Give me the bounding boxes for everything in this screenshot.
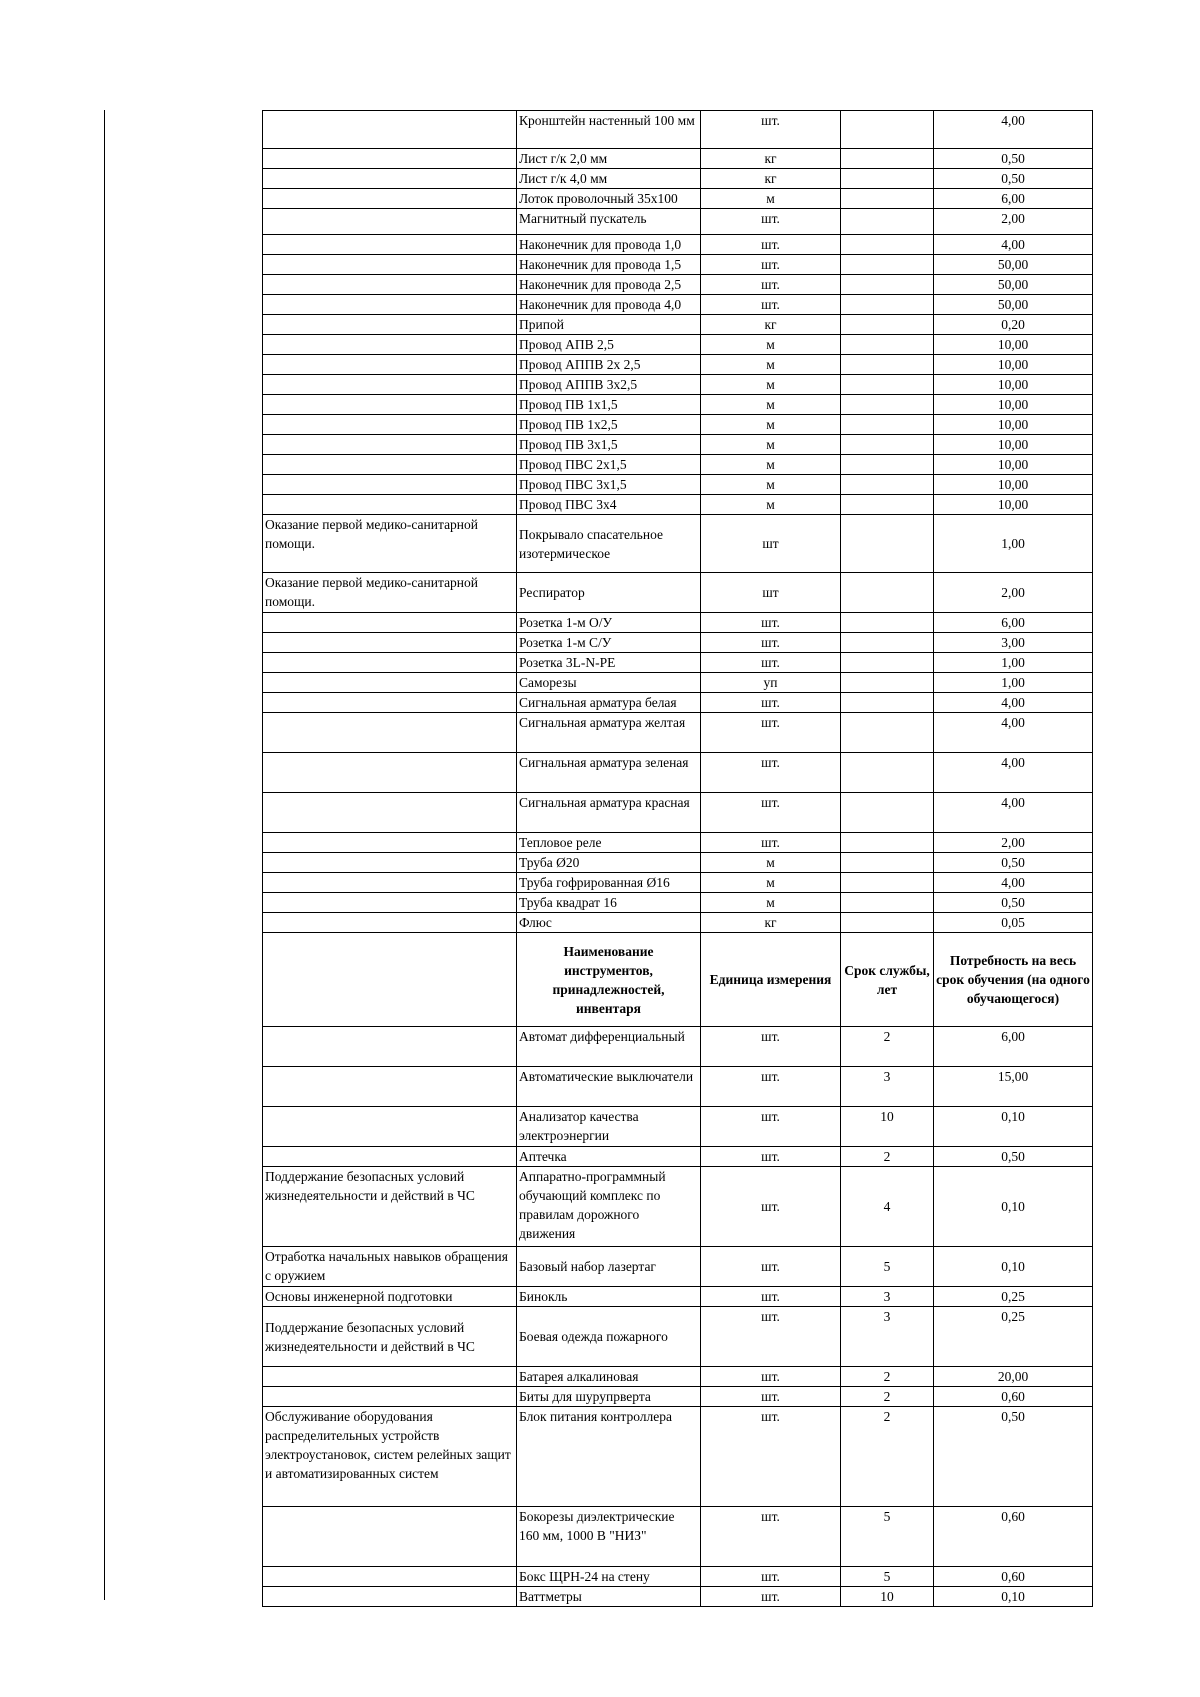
unit-cell: кг (701, 169, 841, 189)
name-cell: Наконечник для провода 1,0 (517, 235, 701, 255)
unit-cell: шт. (701, 693, 841, 713)
unit-cell: м (701, 435, 841, 455)
unit-cell: кг (701, 149, 841, 169)
section-cell (263, 873, 517, 893)
qty-cell: 0,60 (934, 1387, 1093, 1407)
section-cell (263, 235, 517, 255)
unit-cell: м (701, 873, 841, 893)
life-cell (841, 653, 934, 673)
unit-cell: шт. (701, 111, 841, 149)
qty-cell: 10,00 (934, 435, 1093, 455)
unit-cell: шт. (701, 209, 841, 235)
qty-cell: 50,00 (934, 275, 1093, 295)
section-cell: Поддержание безопасных условий жизнедеятельности и действий в ЧС (263, 1167, 517, 1247)
section-cell (263, 1147, 517, 1167)
material-row (263, 753, 1093, 793)
name-cell: Провод АППВ 2х 2,5 (517, 355, 701, 375)
section-cell (263, 1107, 517, 1147)
name-cell: Наконечник для провода 4,0 (517, 295, 701, 315)
qty-cell: 0,20 (934, 315, 1093, 335)
life-cell (841, 149, 934, 169)
unit-cell: шт. (701, 833, 841, 853)
section-cell (263, 475, 517, 495)
life-cell: 5 (841, 1507, 934, 1567)
material-row (263, 713, 1093, 753)
qty-cell: 6,00 (934, 1027, 1093, 1067)
qty-cell: 3,00 (934, 633, 1093, 653)
material-row (263, 673, 1093, 693)
material-row (263, 169, 1093, 189)
life-cell (841, 395, 934, 415)
material-row (263, 573, 1093, 613)
material-row (263, 515, 1093, 573)
name-cell: Розетка 3L-N-PE (517, 653, 701, 673)
section-cell (263, 395, 517, 415)
life-cell (841, 235, 934, 255)
header-life-cell: Срок службы, лет (841, 933, 934, 1027)
qty-cell: 0,60 (934, 1507, 1093, 1567)
name-cell: Розетка 1-м С/У (517, 633, 701, 653)
tool-row (263, 1067, 1093, 1107)
unit-cell: м (701, 893, 841, 913)
header-unit-cell: Единица измерения (701, 933, 841, 1027)
name-cell: Сигнальная арматура красная (517, 793, 701, 833)
qty-cell: 6,00 (934, 189, 1093, 209)
life-cell (841, 853, 934, 873)
life-cell (841, 189, 934, 209)
name-cell: Провод АППВ 3х2,5 (517, 375, 701, 395)
section-cell (263, 833, 517, 853)
qty-cell: 10,00 (934, 455, 1093, 475)
qty-cell: 1,00 (934, 515, 1093, 573)
qty-cell: 0,05 (934, 913, 1093, 933)
life-cell: 2 (841, 1027, 934, 1067)
life-cell (841, 435, 934, 455)
material-row (263, 613, 1093, 633)
section-cell (263, 111, 517, 149)
section-cell (263, 495, 517, 515)
qty-cell: 0,50 (934, 1147, 1093, 1167)
name-cell: Автомат дифференциальный (517, 1027, 701, 1067)
tool-row (263, 1247, 1093, 1287)
unit-cell: шт. (701, 275, 841, 295)
life-cell (841, 913, 934, 933)
material-row (263, 395, 1093, 415)
life-cell (841, 793, 934, 833)
life-cell (841, 315, 934, 335)
tool-row (263, 1107, 1093, 1147)
material-row (263, 355, 1093, 375)
section-cell (263, 753, 517, 793)
qty-cell: 0,50 (934, 1407, 1093, 1507)
material-row (263, 275, 1093, 295)
name-cell: Аптечка (517, 1147, 701, 1167)
unit-cell: кг (701, 315, 841, 335)
name-cell: Провод ПВ 3х1,5 (517, 435, 701, 455)
material-row (263, 455, 1093, 475)
name-cell: Респиратор (517, 573, 701, 613)
section-cell (263, 1587, 517, 1607)
qty-cell: 10,00 (934, 375, 1093, 395)
qty-cell: 10,00 (934, 335, 1093, 355)
section-cell (263, 1387, 517, 1407)
section-cell: Отработка начальных навыков обращения с оружием (263, 1247, 517, 1287)
section-cell (263, 633, 517, 653)
life-cell (841, 573, 934, 613)
name-cell: Блок питания контроллера (517, 1407, 701, 1507)
tool-row (263, 1147, 1093, 1167)
life-cell: 3 (841, 1067, 934, 1107)
material-row (263, 693, 1093, 713)
left-margin-rule (104, 110, 105, 1600)
section-cell: Основы инженерной подготовки (263, 1287, 517, 1307)
section-cell (263, 893, 517, 913)
section-cell (263, 255, 517, 275)
life-cell (841, 255, 934, 275)
material-row (263, 475, 1093, 495)
unit-cell: шт. (701, 1287, 841, 1307)
life-cell: 10 (841, 1107, 934, 1147)
unit-cell: уп (701, 673, 841, 693)
section-cell (263, 1567, 517, 1587)
name-cell: Розетка 1-м О/У (517, 613, 701, 633)
life-cell (841, 673, 934, 693)
life-cell (841, 111, 934, 149)
qty-cell: 1,00 (934, 653, 1093, 673)
qty-cell: 50,00 (934, 295, 1093, 315)
section-cell (263, 275, 517, 295)
life-cell (841, 633, 934, 653)
qty-cell: 2,00 (934, 833, 1093, 853)
name-cell: Провод ПВ 1х1,5 (517, 395, 701, 415)
unit-cell: шт. (701, 1067, 841, 1107)
material-row (263, 913, 1093, 933)
name-cell: Батарея алкалиновая (517, 1367, 701, 1387)
life-cell (841, 295, 934, 315)
unit-cell: м (701, 335, 841, 355)
header-name-cell: Наименование инструментов, принадлежностей, инвентаря (517, 933, 701, 1027)
tool-row (263, 1587, 1093, 1607)
life-cell (841, 355, 934, 375)
name-cell: Боевая одежда пожарного (517, 1307, 701, 1367)
life-cell (841, 873, 934, 893)
unit-cell: м (701, 355, 841, 375)
life-cell (841, 495, 934, 515)
unit-cell: шт. (701, 1587, 841, 1607)
life-cell (841, 475, 934, 495)
tool-row (263, 1567, 1093, 1587)
qty-cell: 10,00 (934, 475, 1093, 495)
name-cell: Ваттметры (517, 1587, 701, 1607)
life-cell (841, 455, 934, 475)
section-cell: Поддержание безопасных условий жизнедеятельности и действий в ЧС (263, 1307, 517, 1367)
section-cell (263, 793, 517, 833)
material-row (263, 435, 1093, 455)
name-cell: Аппаратно-программный обучающий комплекс по правилам дорожного движения (517, 1167, 701, 1247)
unit-cell: м (701, 395, 841, 415)
name-cell: Бинокль (517, 1287, 701, 1307)
section-cell (263, 415, 517, 435)
unit-cell: шт. (701, 653, 841, 673)
name-cell: Автоматические выключатели (517, 1067, 701, 1107)
life-cell: 3 (841, 1287, 934, 1307)
tool-row (263, 1507, 1093, 1567)
name-cell: Бокс ЩРН-24 на стену (517, 1567, 701, 1587)
unit-cell: шт. (701, 753, 841, 793)
unit-cell: кг (701, 913, 841, 933)
tool-row (263, 1407, 1093, 1507)
material-row (263, 833, 1093, 853)
life-cell: 2 (841, 1367, 934, 1387)
unit-cell: м (701, 495, 841, 515)
material-row (263, 853, 1093, 873)
unit-cell: шт. (701, 295, 841, 315)
tool-row (263, 1167, 1093, 1247)
unit-cell: м (701, 475, 841, 495)
material-row (263, 149, 1093, 169)
life-cell (841, 169, 934, 189)
life-cell: 3 (841, 1307, 934, 1367)
qty-cell: 0,10 (934, 1247, 1093, 1287)
tools-section (263, 1027, 1093, 1607)
section-cell (263, 295, 517, 315)
life-cell (841, 893, 934, 913)
section-cell (263, 673, 517, 693)
section-cell (263, 1027, 517, 1067)
life-cell (841, 713, 934, 753)
name-cell: Бокорезы диэлектрические 160 мм, 1000 В "НИЗ" (517, 1507, 701, 1567)
qty-cell: 20,00 (934, 1367, 1093, 1387)
section-cell (263, 1067, 517, 1107)
life-cell: 5 (841, 1247, 934, 1287)
material-row (263, 375, 1093, 395)
qty-cell: 15,00 (934, 1067, 1093, 1107)
section-cell (263, 315, 517, 335)
section-cell (263, 189, 517, 209)
section-cell: Оказание первой медико-санитарной помощи. (263, 515, 517, 573)
qty-cell: 4,00 (934, 753, 1093, 793)
tool-row (263, 1307, 1093, 1367)
header-qty-cell: Потребность на весь срок обучения (на одного обучающегося) (934, 933, 1093, 1027)
life-cell: 10 (841, 1587, 934, 1607)
qty-cell: 0,60 (934, 1567, 1093, 1587)
material-row (263, 111, 1093, 149)
life-cell (841, 693, 934, 713)
name-cell: Покрывало спасательное изотермическое (517, 515, 701, 573)
material-row (263, 415, 1093, 435)
material-row (263, 255, 1093, 275)
unit-cell: шт. (701, 1167, 841, 1247)
section-cell (263, 1507, 517, 1567)
name-cell: Сигнальная арматура желтая (517, 713, 701, 753)
unit-cell: шт. (701, 1107, 841, 1147)
section-cell (263, 169, 517, 189)
name-cell: Наконечник для провода 1,5 (517, 255, 701, 275)
unit-cell: шт. (701, 235, 841, 255)
unit-cell: шт (701, 573, 841, 613)
name-cell: Провод ПВ 1х2,5 (517, 415, 701, 435)
name-cell: Магнитный пускатель (517, 209, 701, 235)
life-cell: 5 (841, 1567, 934, 1587)
life-cell (841, 375, 934, 395)
material-row (263, 235, 1093, 255)
qty-cell: 0,50 (934, 169, 1093, 189)
name-cell: Лоток проволочный 35х100 (517, 189, 701, 209)
name-cell: Труба гофрированная Ø16 (517, 873, 701, 893)
qty-cell: 50,00 (934, 255, 1093, 275)
qty-cell: 4,00 (934, 873, 1093, 893)
name-cell: Труба Ø20 (517, 853, 701, 873)
section-cell (263, 853, 517, 873)
unit-cell: шт. (701, 1387, 841, 1407)
section-cell (263, 913, 517, 933)
qty-cell: 0,10 (934, 1587, 1093, 1607)
name-cell: Сигнальная арматура зеленая (517, 753, 701, 793)
unit-cell: шт. (701, 1027, 841, 1067)
unit-cell: м (701, 853, 841, 873)
unit-cell: шт. (701, 713, 841, 753)
name-cell: Труба квадрат 16 (517, 893, 701, 913)
unit-cell: шт. (701, 1247, 841, 1287)
name-cell: Флюс (517, 913, 701, 933)
unit-cell: шт. (701, 255, 841, 275)
qty-cell: 4,00 (934, 793, 1093, 833)
name-cell: Сигнальная арматура белая (517, 693, 701, 713)
qty-cell: 0,50 (934, 149, 1093, 169)
qty-cell: 0,50 (934, 893, 1093, 913)
name-cell: Саморезы (517, 673, 701, 693)
unit-cell: м (701, 415, 841, 435)
qty-cell: 6,00 (934, 613, 1093, 633)
name-cell: Провод ПВС 3х4 (517, 495, 701, 515)
tools-header-section (263, 933, 1093, 1027)
section-cell (263, 355, 517, 375)
section-cell (263, 713, 517, 753)
name-cell: Базовый набор лазертаг (517, 1247, 701, 1287)
qty-cell: 10,00 (934, 355, 1093, 375)
qty-cell: 2,00 (934, 573, 1093, 613)
material-row (263, 335, 1093, 355)
name-cell: Анализатор качества электроэнергии (517, 1107, 701, 1147)
section-cell (263, 435, 517, 455)
section-cell: Обслуживание оборудования распределительных устройств электроустановок, систем релейных защит и автоматизированных систем (263, 1407, 517, 1507)
section-cell (263, 375, 517, 395)
life-cell (841, 275, 934, 295)
name-cell: Лист г/к 4,0 мм (517, 169, 701, 189)
unit-cell: м (701, 455, 841, 475)
tool-row (263, 1287, 1093, 1307)
qty-cell: 10,00 (934, 395, 1093, 415)
qty-cell: 4,00 (934, 111, 1093, 149)
unit-cell: шт. (701, 1407, 841, 1507)
material-row (263, 653, 1093, 673)
name-cell: Припой (517, 315, 701, 335)
name-cell: Провод ПВС 3х1,5 (517, 475, 701, 495)
name-cell: Тепловое реле (517, 833, 701, 853)
unit-cell: м (701, 375, 841, 395)
qty-cell: 2,00 (934, 209, 1093, 235)
qty-cell: 4,00 (934, 693, 1093, 713)
equipment-table (262, 110, 1093, 1607)
life-cell (841, 753, 934, 793)
name-cell: Провод ПВС 2х1,5 (517, 455, 701, 475)
qty-cell: 0,50 (934, 853, 1093, 873)
life-cell: 2 (841, 1147, 934, 1167)
header-section-cell (263, 933, 517, 1027)
unit-cell: шт. (701, 1147, 841, 1167)
life-cell (841, 515, 934, 573)
material-row (263, 495, 1093, 515)
section-cell (263, 693, 517, 713)
unit-cell: шт (701, 515, 841, 573)
unit-cell: шт. (701, 633, 841, 653)
unit-cell: шт. (701, 793, 841, 833)
section-cell (263, 455, 517, 475)
tools-header-row (263, 933, 1093, 1027)
life-cell (841, 833, 934, 853)
qty-cell: 10,00 (934, 495, 1093, 515)
qty-cell: 0,10 (934, 1167, 1093, 1247)
material-row (263, 633, 1093, 653)
materials-section (263, 111, 1093, 933)
section-cell: Оказание первой медико-санитарной помощи. (263, 573, 517, 613)
unit-cell: шт. (701, 613, 841, 633)
name-cell: Кронштейн настенный 100 мм (517, 111, 701, 149)
tool-row (263, 1387, 1093, 1407)
qty-cell: 1,00 (934, 673, 1093, 693)
section-cell (263, 209, 517, 235)
unit-cell: шт. (701, 1307, 841, 1367)
qty-cell: 0,10 (934, 1107, 1093, 1147)
qty-cell: 0,25 (934, 1287, 1093, 1307)
life-cell (841, 335, 934, 355)
section-cell (263, 149, 517, 169)
material-row (263, 209, 1093, 235)
life-cell: 2 (841, 1407, 934, 1507)
section-cell (263, 335, 517, 355)
life-cell (841, 415, 934, 435)
material-row (263, 873, 1093, 893)
qty-cell: 10,00 (934, 415, 1093, 435)
life-cell: 4 (841, 1167, 934, 1247)
section-cell (263, 653, 517, 673)
unit-cell: шт. (701, 1567, 841, 1587)
life-cell (841, 613, 934, 633)
qty-cell: 4,00 (934, 235, 1093, 255)
tool-row (263, 1027, 1093, 1067)
unit-cell: шт. (701, 1507, 841, 1567)
section-cell (263, 1367, 517, 1387)
life-cell (841, 209, 934, 235)
tool-row (263, 1367, 1093, 1387)
material-row (263, 893, 1093, 913)
material-row (263, 793, 1093, 833)
qty-cell: 0,25 (934, 1307, 1093, 1367)
life-cell: 2 (841, 1387, 934, 1407)
name-cell: Наконечник для провода 2,5 (517, 275, 701, 295)
unit-cell: шт. (701, 1367, 841, 1387)
unit-cell: м (701, 189, 841, 209)
section-cell (263, 613, 517, 633)
qty-cell: 4,00 (934, 713, 1093, 753)
name-cell: Биты для шурупрверта (517, 1387, 701, 1407)
name-cell: Лист г/к 2,0 мм (517, 149, 701, 169)
material-row (263, 315, 1093, 335)
name-cell: Провод АПВ 2,5 (517, 335, 701, 355)
material-row (263, 295, 1093, 315)
material-row (263, 189, 1093, 209)
